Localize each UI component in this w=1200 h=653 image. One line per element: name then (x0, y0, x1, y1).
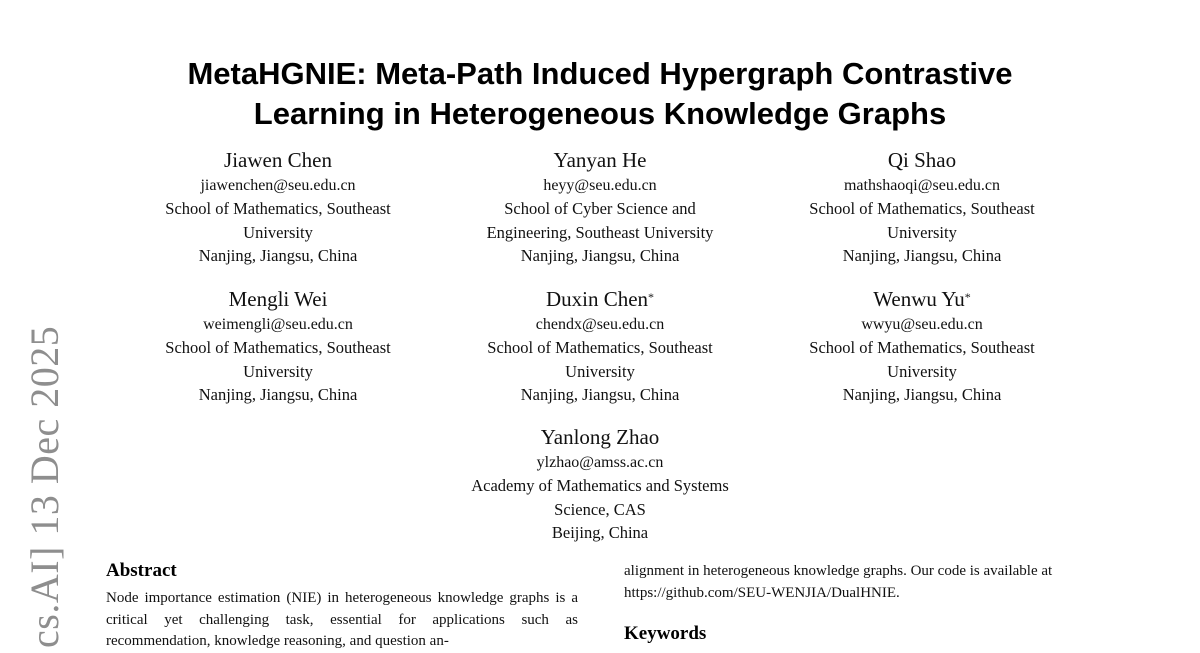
author-block (128, 287, 428, 407)
author-block (772, 148, 1072, 268)
abstract-text: Node importance estimation (NIE) in heterogeneous knowledge graphs is a critical yet challenging task, essential for applications such as recommendation, knowledge reasoning, and question an- (106, 590, 578, 649)
arxiv-stamp (22, 325, 67, 648)
author-location: Nanjing, Jiangsu, China (520, 246, 680, 265)
corresponding-mark: * (964, 290, 971, 304)
author-affiliation: School of Mathematics, Southeast (487, 338, 713, 357)
right-column-text: alignment in heterogeneous knowledge graphs. Our code is available at https://github.com/SEU-WENJIA/DualHNIE. (624, 563, 1053, 601)
author-affiliation: School of Mathematics, Southeast (165, 338, 391, 357)
arxiv-stamp-text: cs.AI] 13 Dec 2025 (22, 325, 67, 648)
author-affiliation: Science, CAS (554, 499, 646, 519)
author-affiliation: University (243, 222, 313, 242)
author-affiliation: University (887, 361, 957, 381)
title-line-2: Learning in Heterogeneous Knowledge Graphs (253, 96, 947, 131)
author-email[interactable]: wwyu@seu.edu.cn (861, 316, 983, 333)
author-affiliation: School of Mathematics, Southeast (165, 199, 391, 218)
keywords-heading: Keywords (624, 623, 707, 644)
author-location: Nanjing, Jiangsu, China (198, 385, 358, 404)
author-email[interactable]: weimengli@seu.edu.cn (203, 316, 353, 333)
author-affiliation: School of Mathematics, Southeast (809, 338, 1035, 357)
author-block (128, 148, 428, 268)
author-block (772, 287, 1072, 407)
author-affiliation: School of Mathematics, Southeast (809, 199, 1035, 218)
author-name: Jiawen Chen (224, 148, 332, 172)
author-name: Qi Shao (887, 148, 957, 172)
author-name: Duxin Chen* (545, 287, 655, 311)
author-email[interactable]: ylzhao@amss.ac.cn (536, 454, 664, 471)
author-affiliation: Academy of Mathematics and Systems (471, 476, 729, 495)
author-block (450, 148, 750, 268)
author-affiliation: University (243, 361, 313, 381)
author-location: Beijing, China (551, 523, 649, 542)
author-email[interactable]: jiawenchen@seu.edu.cn (200, 177, 356, 194)
author-name: Yanyan He (553, 148, 647, 172)
author-affiliation: School of Cyber Science and (504, 199, 696, 218)
author-location: Nanjing, Jiangsu, China (520, 385, 680, 404)
abstract-heading: Abstract (106, 560, 177, 581)
author-email[interactable]: chendx@seu.edu.cn (535, 316, 665, 333)
author-name: Mengli Wei (228, 287, 328, 311)
author-name: Wenwu Yu* (873, 287, 971, 311)
author-name: Yanlong Zhao (540, 425, 660, 449)
author-block (450, 287, 750, 407)
author-affiliation: University (887, 222, 957, 242)
author-location: Nanjing, Jiangsu, China (842, 246, 1002, 265)
author-email[interactable]: mathshaoqi@seu.edu.cn (843, 177, 1001, 194)
corresponding-mark: * (648, 290, 655, 304)
author-block (425, 425, 775, 545)
author-affiliation: Engineering, Southeast University (486, 222, 714, 242)
author-email[interactable]: heyy@seu.edu.cn (543, 177, 657, 194)
author-location: Nanjing, Jiangsu, China (198, 246, 358, 265)
author-affiliation: University (565, 361, 635, 381)
paper-title (0, 54, 1200, 134)
title-line-1: MetaHGNIE: Meta-Path Induced Hypergraph Contrastive (187, 56, 1013, 91)
author-location: Nanjing, Jiangsu, China (842, 385, 1002, 404)
